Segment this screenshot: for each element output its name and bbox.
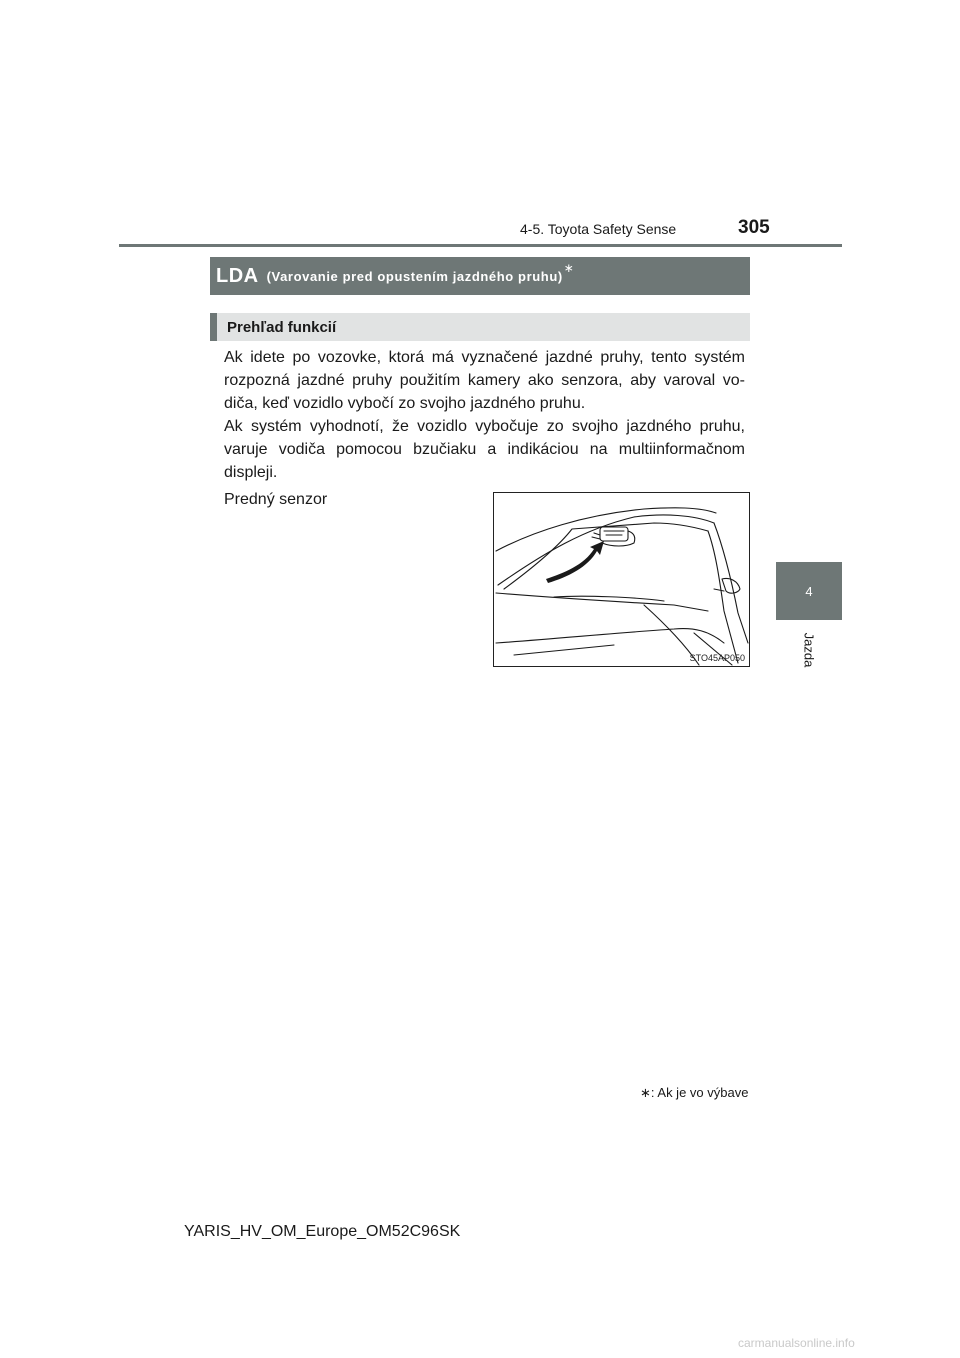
title-main: LDA bbox=[216, 264, 259, 287]
windshield-sensor-icon bbox=[494, 493, 749, 666]
figure-frame bbox=[493, 492, 750, 667]
paragraph-2: Ak systém vyhodnotí, že vozidlo vybočuje zo svojho jazdného pruhu, varuje vodiča pomocou bzučiaku a indikáciou na multiinformačnom displeji. bbox=[224, 418, 745, 481]
footer-doc-id: YARIS_HV_OM_Europe_OM52C96SK bbox=[184, 1223, 461, 1240]
figure-caption: Predný senzor bbox=[224, 491, 328, 508]
watermark: carmanualsonline.info bbox=[738, 1336, 855, 1350]
title-bar bbox=[210, 257, 750, 295]
section-title: 4-5. Toyota Safety Sense bbox=[520, 221, 677, 237]
page-number: 305 bbox=[738, 217, 770, 238]
side-tab-number: 4 bbox=[805, 583, 813, 599]
footnote: ∗: Ak je vo výbave bbox=[640, 1085, 749, 1100]
side-tab bbox=[776, 562, 842, 620]
figure-code: STO45AP050 bbox=[689, 653, 745, 663]
subsection-bar bbox=[210, 313, 750, 341]
header-rule bbox=[119, 244, 842, 247]
paragraph-1: Ak idete po vozovke, ktorá má vyznačené jazdné pruhy, tento systém rozpozná jazdné pruhy použitím kamery ako senzora, aby varoval vo-diča, keď vozidlo vybočí zo svojho jazdného pruhu. bbox=[224, 349, 745, 412]
title-subtitle: (Varovanie pred opustením jazdného pruhu) bbox=[266, 268, 563, 284]
subsection-label: Prehľad funkcií bbox=[227, 318, 337, 336]
title-footnote-mark: ∗ bbox=[563, 261, 574, 275]
side-tab-label: Jazda bbox=[801, 632, 817, 668]
